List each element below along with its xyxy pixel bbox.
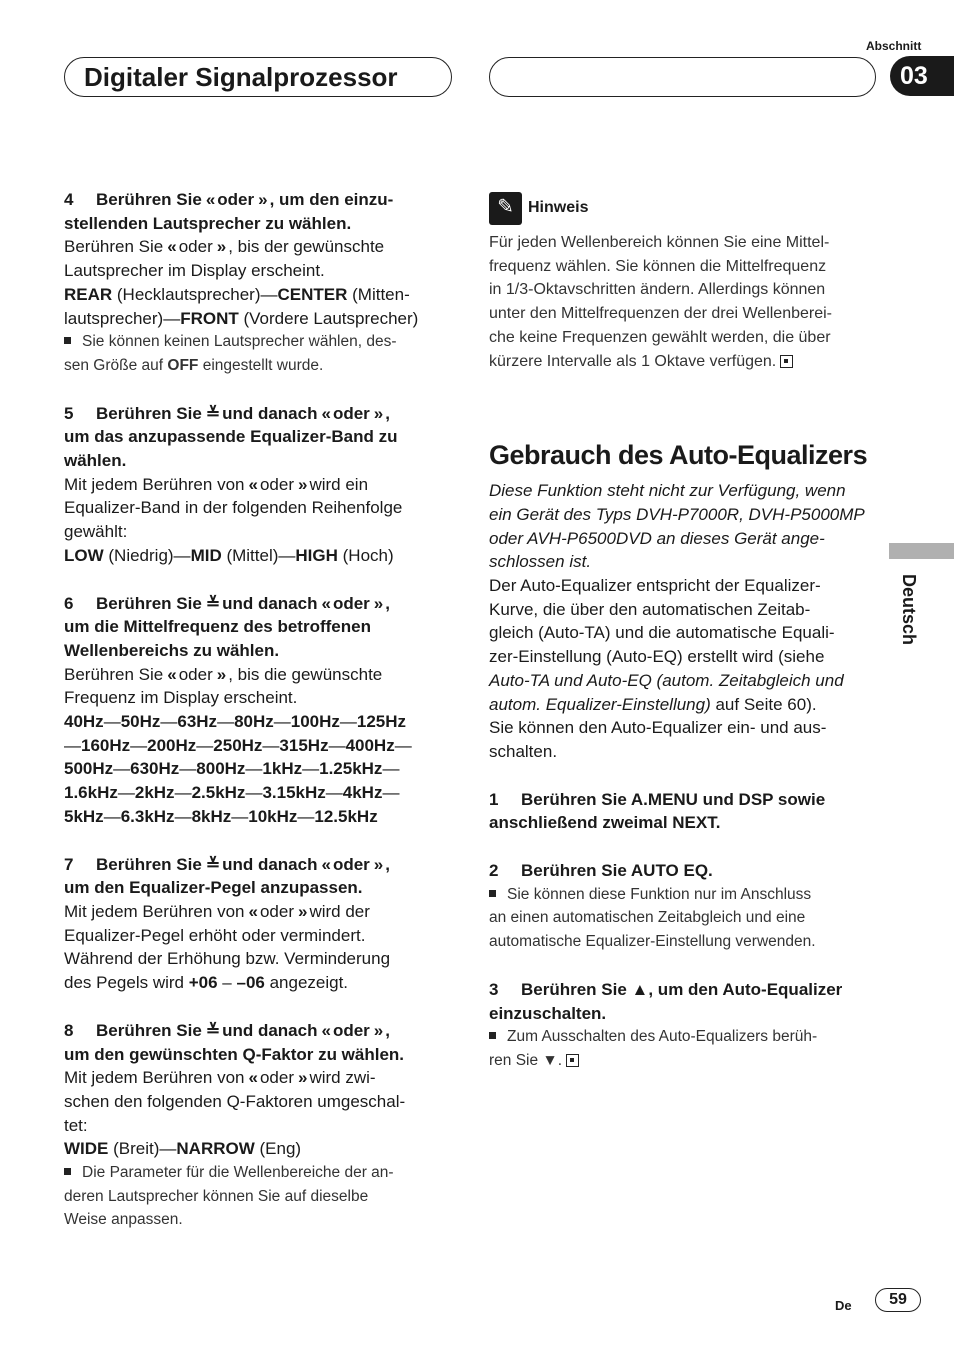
left-arrow-icon: «: [248, 1068, 256, 1088]
paragraph-line: Der Auto-Equalizer entspricht der Equalizer-: [489, 576, 821, 596]
auto-step-3-note-line2: ren Sie ▼.: [489, 1049, 884, 1073]
hinweis-label: Hinweis: [528, 199, 589, 217]
frequency-value: 80Hz: [234, 712, 274, 732]
hinweis-line: che keine Frequenzen gewählt werden, die über: [489, 328, 831, 346]
section-number-badge: 03: [890, 56, 954, 96]
hinweis-line: frequenz wählen. Sie können die Mittelfrequenz: [489, 257, 827, 275]
dash-separator: —: [273, 712, 291, 732]
step-7-body-line2: Equalizer-Pegel erhöht oder vermindert.: [64, 925, 366, 945]
right-arrow-icon: »: [258, 190, 266, 209]
down-arrow-icon: ≚: [205, 854, 219, 874]
dash-separator: —: [103, 712, 121, 732]
dash-separator: —: [339, 712, 357, 732]
intro-line: Diese Funktion steht nicht zur Verfügung, wenn: [489, 481, 846, 501]
hinweis-line: kürzere Intervalle als 1 Oktave verfügen.: [489, 350, 884, 374]
frequency-value: 10kHz: [248, 806, 298, 826]
bullet-square-icon: [489, 1032, 496, 1039]
auto-step-2-note-line3: automatische Equalizer-Einstellung verwenden.: [489, 933, 816, 951]
step-5-title-line2: um das anzupassende Equalizer-Band zu: [64, 427, 398, 447]
paragraph-line: zer-Einstellung (Auto-EQ) erstellt wird (siehe: [489, 647, 825, 667]
frequency-value: 4kHz: [342, 783, 383, 803]
dash-separator: —: [179, 759, 197, 779]
dash-separator: —: [174, 783, 192, 803]
frequency-value: 5kHz: [64, 806, 104, 826]
hinweis-header: [489, 191, 884, 225]
auto-step-2-note: Sie können diese Funktion nur im Anschluss: [489, 883, 884, 907]
header-empty-pill: [489, 57, 876, 97]
frequency-value: 500Hz: [64, 759, 114, 779]
dash-separator: —: [382, 759, 400, 779]
right-arrow-icon: »: [216, 237, 225, 257]
bullet-square-icon: [489, 890, 496, 897]
step-6-title-line2: um die Mittelfrequenz des betroffenen: [64, 617, 371, 637]
frequency-line: [64, 757, 464, 781]
end-mark-icon: [780, 355, 793, 368]
frequency-value: 3.15kHz: [262, 783, 326, 803]
down-arrow-icon: ≚: [205, 593, 219, 613]
step-4-title-line2: stellenden Lautsprecher zu wählen.: [64, 213, 352, 233]
dash-separator: —: [328, 735, 346, 755]
frequency-line: [64, 805, 464, 829]
page-number: 59: [875, 1288, 921, 1312]
frequency-line: [64, 781, 464, 805]
dash-separator: —: [117, 783, 135, 803]
step-7-body: Mit jedem Berühren von « oder » wird der: [64, 901, 370, 921]
frequency-line: [64, 710, 464, 734]
step-4-body-line2: Lautsprecher im Display erscheint.: [64, 261, 325, 281]
dash-separator: —: [382, 783, 400, 803]
hinweis-line: in 1/3-Oktavschritten ändern. Allerdings können: [489, 281, 826, 299]
right-arrow-icon: »: [297, 901, 306, 921]
paragraph-line: Sie können den Auto-Equalizer ein- und aus-: [489, 718, 827, 738]
right-column: [489, 191, 884, 1073]
right-arrow-icon: »: [373, 593, 382, 613]
down-arrow-icon: ≚: [205, 1020, 219, 1040]
step-5-body-line3: gewählt:: [64, 522, 128, 542]
frequency-value: 50Hz: [120, 712, 161, 732]
auto-step-1-title-line2: anschließend zweimal NEXT.: [489, 813, 721, 833]
step-8-sequence: WIDE (Breit)—NARROW (Eng): [64, 1139, 302, 1159]
dash-separator: —: [217, 712, 235, 732]
dash-separator: —: [302, 759, 320, 779]
step-5-sequence: LOW (Niedrig)—MID (Mittel)—HIGH (Hoch): [64, 545, 394, 565]
hinweis-line: unter den Mittelfrequenzen der drei Wellenberei-: [489, 305, 833, 323]
left-arrow-icon: «: [205, 190, 214, 209]
step-7-title: 7 Berühren Sie ≚ und danach « oder » ,: [64, 854, 390, 874]
frequency-value: 2.5kHz: [191, 783, 246, 803]
frequency-value: 630Hz: [130, 759, 180, 779]
frequency-value: 8kHz: [191, 806, 232, 826]
step-8-title: 8 Berühren Sie ≚ und danach « oder » ,: [64, 1020, 390, 1040]
frequency-value: 1.25kHz: [319, 759, 383, 779]
intro-line: schlossen ist.: [489, 552, 592, 572]
step-4-title: 4 Berühren Sie « oder » , um den einzu-: [64, 190, 394, 209]
step-7-body-line3: Während der Erhöhung bzw. Verminderung: [64, 949, 391, 969]
step-5-body: Mit jedem Berühren von « oder » wird ein: [64, 474, 369, 494]
dash-separator: —: [196, 735, 214, 755]
frequency-value: 400Hz: [345, 735, 395, 755]
paragraph-line: Auto-TA und Auto-EQ (autom. Zeitabgleich und: [489, 670, 844, 690]
bullet-square-icon: [64, 1168, 71, 1175]
hinweis-text: [489, 231, 884, 373]
step-6-body: Berühren Sie « oder » , bis die gewünschte: [64, 664, 383, 684]
left-arrow-icon: «: [321, 593, 329, 613]
page-title: Digitaler Signalprozessor: [84, 62, 398, 92]
paragraph-line: autom. Equalizer-Einstellung) auf Seite 60).: [489, 694, 817, 714]
step-5-title: 5 Berühren Sie ≚ und danach « oder » ,: [64, 403, 390, 423]
right-arrow-icon: »: [373, 1020, 382, 1040]
step-4-note-line2: sen Größe auf OFF eingestellt wurde.: [64, 356, 324, 374]
step-7-body-line4: des Pegels wird +06 – –06 angezeigt.: [64, 973, 349, 993]
step-6-title: 6 Berühren Sie ≚ und danach « oder » ,: [64, 593, 390, 613]
down-arrow-icon: ≚: [205, 403, 219, 423]
auto-step-2-title: 2 Berühren Sie AUTO EQ.: [489, 861, 713, 881]
dash-separator: —: [245, 783, 263, 803]
step-8-note: Die Parameter für die Wellenbereiche der an-: [64, 1161, 464, 1185]
right-arrow-icon: »: [297, 1068, 306, 1088]
frequency-value: 2kHz: [134, 783, 175, 803]
step-6-title-line3: Wellenbereichs zu wählen.: [64, 640, 280, 660]
paragraph-line: schalten.: [489, 741, 558, 761]
auto-step-3-title-line2: einzuschalten.: [489, 1003, 607, 1023]
dash-separator: —: [262, 735, 280, 755]
step-8-body-line3: tet:: [64, 1115, 88, 1135]
step-8-note-line3: Weise anpassen.: [64, 1211, 183, 1229]
step-8-title-line2: um den gewünschten Q-Faktor zu wählen.: [64, 1044, 405, 1064]
right-arrow-icon: »: [297, 474, 306, 494]
frequency-value: 125Hz: [356, 712, 407, 732]
side-tab-label: Deutsch: [899, 574, 919, 646]
intro-line: oder AVH-P6500DVD an dieses Gerät ange-: [489, 528, 825, 548]
frequency-value: 100Hz: [290, 712, 340, 732]
auto-step-3-note: Zum Ausschalten des Auto-Equalizers berüh-: [489, 1025, 884, 1049]
step-7-title-line2: um den Equalizer-Pegel anzupassen.: [64, 878, 363, 898]
frequency-value: 6.3kHz: [120, 806, 175, 826]
left-arrow-icon: «: [248, 901, 256, 921]
dash-separator: —: [160, 712, 178, 732]
side-tab-bar: [889, 543, 954, 559]
step-8-body-line2: schen den folgenden Q-Faktoren umgeschal-: [64, 1091, 406, 1111]
frequency-list: [64, 710, 464, 829]
frequency-value: 315Hz: [279, 735, 329, 755]
auto-step-3-title: 3 Berühren Sie ▲, um den Auto-Equalizer: [489, 979, 843, 999]
dash-separator: —: [113, 759, 131, 779]
left-column: [64, 188, 464, 1232]
frequency-line: [64, 734, 464, 758]
paragraph-line: gleich (Auto-TA) und die automatische Equali-: [489, 623, 835, 643]
end-mark-icon: [566, 1054, 579, 1067]
step-8-body: Mit jedem Berühren von « oder » wird zwi-: [64, 1068, 376, 1088]
frequency-value: 40Hz: [64, 712, 104, 732]
frequency-value: 1.6kHz: [64, 783, 118, 803]
language-code: De: [835, 1298, 852, 1313]
step-8-note-line2: deren Lautsprecher können Sie auf dieselbe: [64, 1187, 369, 1205]
pencil-icon: ✎: [489, 192, 522, 225]
dash-separator: —: [64, 735, 81, 755]
dash-separator: —: [103, 806, 121, 826]
frequency-value: 1kHz: [262, 759, 303, 779]
dash-separator: —: [325, 783, 343, 803]
frequency-value: 800Hz: [196, 759, 246, 779]
left-arrow-icon: «: [248, 474, 256, 494]
left-arrow-icon: «: [321, 1020, 329, 1040]
left-arrow-icon: «: [167, 237, 175, 257]
right-arrow-icon: »: [373, 854, 382, 874]
step-4-sequence-line2: lautsprecher)—FRONT (Vordere Lautsprecher): [64, 308, 419, 328]
frequency-value: 200Hz: [147, 735, 197, 755]
dash-separator: —: [174, 806, 192, 826]
frequency-value: 250Hz: [213, 735, 263, 755]
dash-separator: —: [130, 735, 148, 755]
step-5-body-line2: Equalizer-Band in der folgenden Reihenfolge: [64, 498, 403, 518]
step-5-title-line3: wählen.: [64, 451, 127, 471]
auto-step-1-title: 1 Berühren Sie A.MENU und DSP sowie: [489, 789, 826, 809]
left-arrow-icon: «: [321, 854, 329, 874]
frequency-value: 12.5kHz: [314, 806, 378, 826]
paragraph-line: Kurve, die über den automatischen Zeitab-: [489, 599, 811, 619]
section-heading: Gebrauch des Auto-Equalizers: [489, 440, 868, 471]
dash-separator: —: [297, 806, 315, 826]
right-arrow-icon: »: [216, 664, 225, 684]
intro-line: ein Gerät des Typs DVH-P7000R, DVH-P5000MP: [489, 504, 865, 524]
hinweis-line: Für jeden Wellenbereich können Sie eine Mittel-: [489, 234, 830, 251]
bullet-square-icon: [64, 337, 71, 344]
left-arrow-icon: «: [167, 664, 175, 684]
step-4-sequence: REAR (Hecklautsprecher)—CENTER (Mitten-: [64, 284, 410, 304]
dash-separator: —: [394, 735, 412, 755]
section-label: Abschnitt: [866, 39, 922, 53]
dash-separator: —: [245, 759, 263, 779]
step-4-body: Berühren Sie « oder » , bis der gewünschte: [64, 237, 385, 257]
left-arrow-icon: «: [321, 403, 329, 423]
frequency-value: 63Hz: [177, 712, 218, 732]
dash-separator: —: [231, 806, 249, 826]
step-6-body-line2: Frequenz im Display erscheint.: [64, 688, 298, 708]
right-arrow-icon: »: [373, 403, 382, 423]
step-4-note: Sie können keinen Lautsprecher wählen, des-: [64, 330, 464, 354]
auto-step-2-note-line2: an einen automatischen Zeitabgleich und eine: [489, 909, 806, 927]
frequency-value: 160Hz: [81, 735, 131, 755]
